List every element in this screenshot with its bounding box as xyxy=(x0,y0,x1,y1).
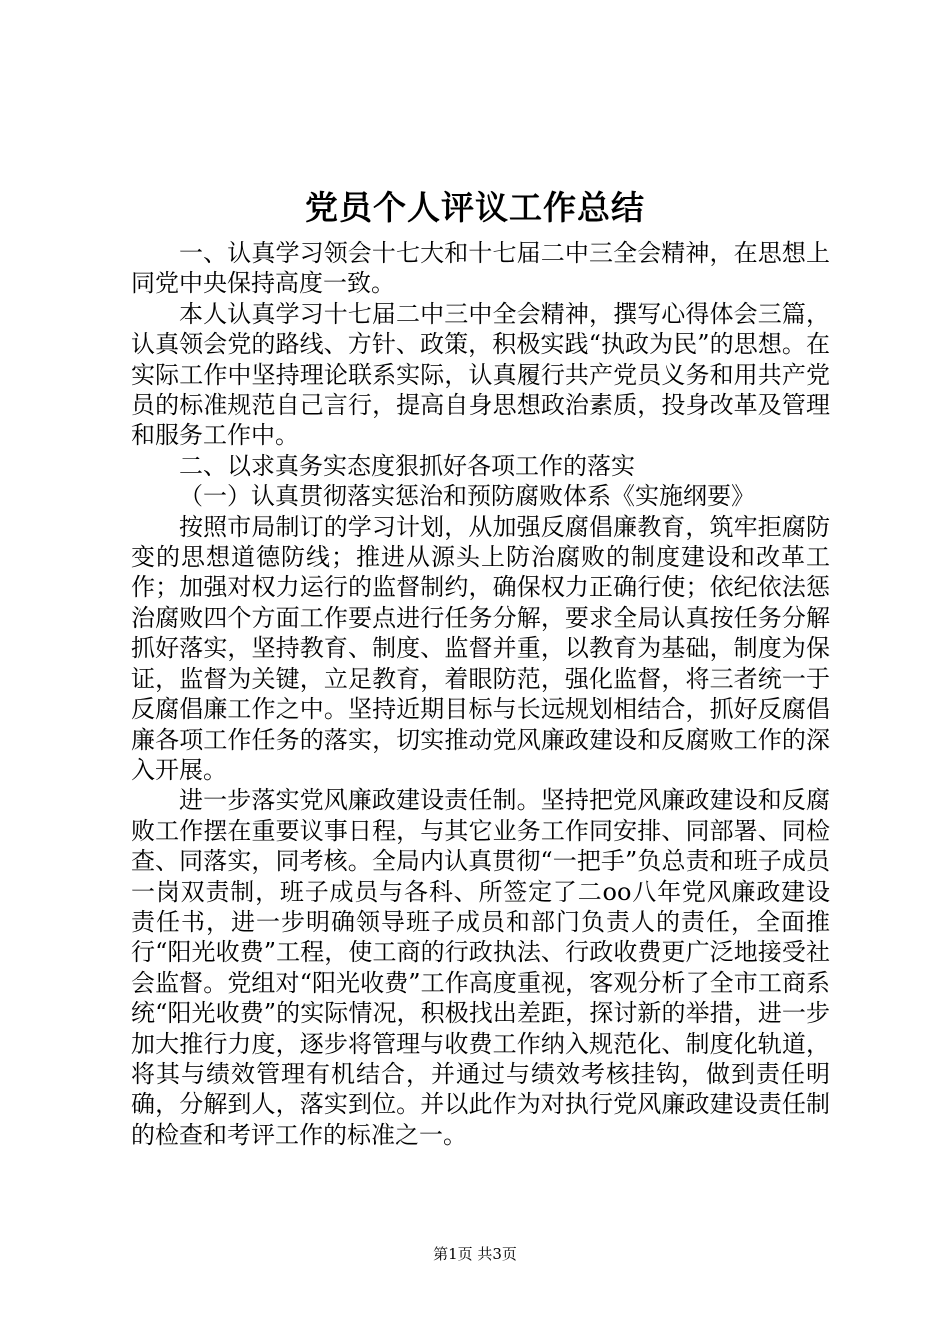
paragraph-section-two-heading: 二、以求真务实态度狠抓好各项工作的落实 xyxy=(179,451,635,480)
paragraph-responsibility-system: 进一步落实党风廉政建设责任制。坚持把党风廉政建设和反腐败工作摆在重要议事日程，与其它业务工作同安排、同部署、同检查、同落实，同考核。全局内认真贯彻“一把手”负总责和班子成员一岗双责制，班子成员与各科、所签定了二oo八年党风廉政建设责任书，进一步明确领导班子成员和部门负责人的责任，全面推行“阳光收费”工程，使工商的行政执法、行政收费更广泛地接受社会监督。党组对“阳光收费”工作高度重视，客观分析了全市工商系统“阳光收费”的实际情况，积极找出差距，探讨新的举措，进一步加大推行力度，逐步将管理与收费工作纳入规范化、制度化轨道，将其与绩效管理有机结合，并通过与绩效考核挂钩，做到责任明确，分解到人，落实到位。并以此作为对执行党风廉政建设责任制的检查和考评工作的标准之一。 xyxy=(131,786,830,1149)
page-number-footer: 第1页 共3页 xyxy=(433,1245,517,1263)
paragraph-study-details: 本人认真学习十七届二中三中全会精神，撰写心得体会三篇，认真领会党的路线、方针、政策，积极实践“执政为民”的思想。在实际工作中坚持理论联系实际，认真履行共产党员义务和用共产党员的标准规范自己言行，提高自身思想政治素质，投身改革及管理和服务工作中。 xyxy=(131,299,830,450)
paragraph-study-plan: 按照市局制订的学习计划，从加强反腐倡廉教育，筑牢拒腐防变的思想道德防线；推进从源头上防治腐败的制度建设和改革工作；加强对权力运行的监督制约，确保权力正确行使；依纪依法惩治腐败四个方面工作要点进行任务分解，要求全局认真按任务分解抓好落实，坚持教育、制度、监督并重，以教育为基础，制度为保证，监督为关键，立足教育，着眼防范，强化监督，将三者统一于反腐倡廉工作之中。坚持近期目标与长远规划相结合，抓好反腐倡廉各项工作任务的落实，切实推动党风廉政建设和反腐败工作的深入开展。 xyxy=(131,512,830,784)
document-body xyxy=(131,238,830,1150)
document-title: 党员个人评议工作总结 xyxy=(305,188,645,227)
paragraph-section-one-heading: 一、认真学习领会十七大和十七届二中三全会精神，在思想上同党中央保持高度一致。 xyxy=(131,239,830,298)
paragraph-subsection-one-heading: （一）认真贯彻落实惩治和预防腐败体系《实施纲要》 xyxy=(179,482,755,511)
